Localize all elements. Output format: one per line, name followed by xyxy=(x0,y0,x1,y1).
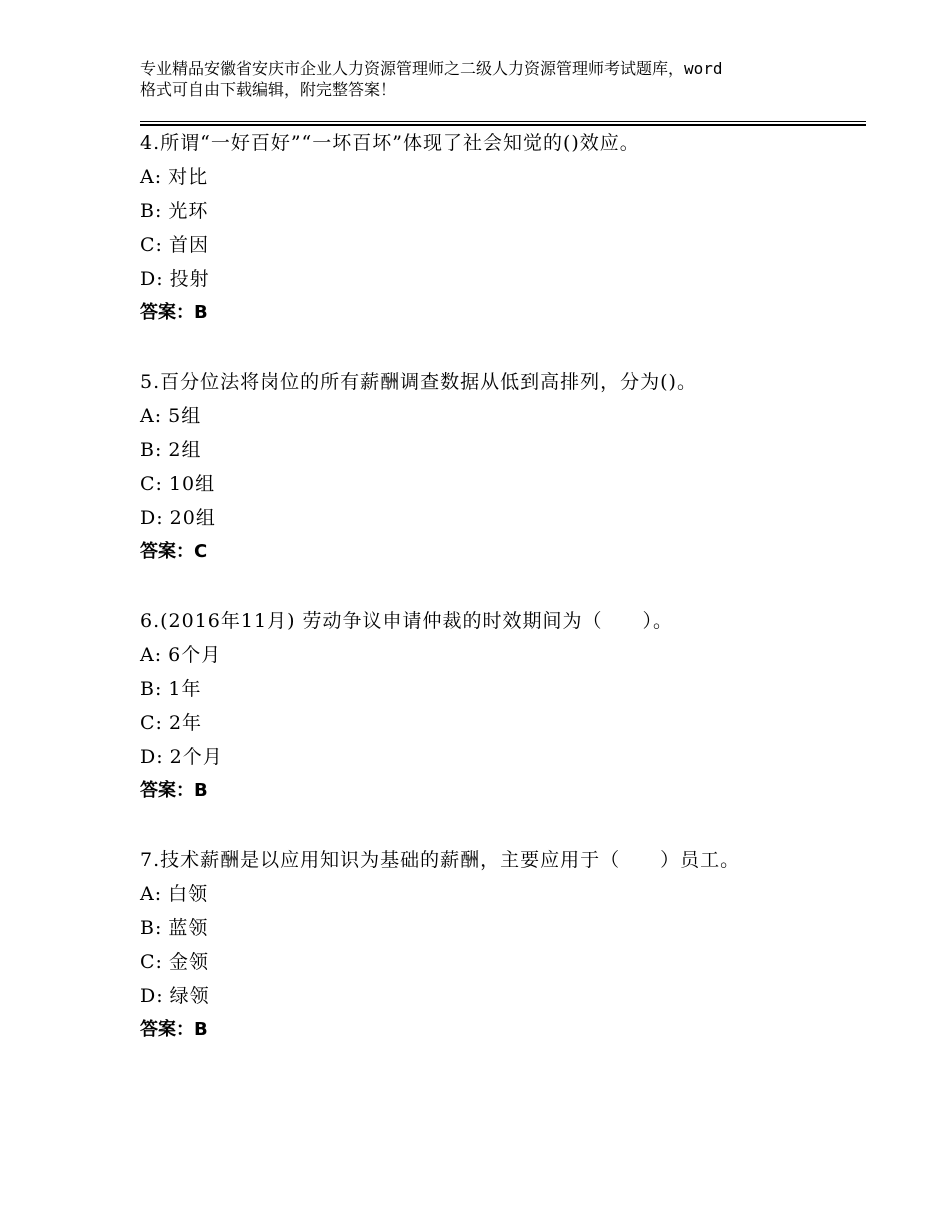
answer-line: 答案：B xyxy=(140,780,208,801)
question-stem: 6.(2016年11月) 劳动争议申请仲裁的时效期间为（ ）。 xyxy=(140,610,674,632)
answer-line: 答案：C xyxy=(140,541,208,562)
question-block xyxy=(140,370,860,564)
question-block xyxy=(140,609,860,803)
question-stem: 7.技术薪酬是以应用知识为基础的薪酬，主要应用于（ ）员工。 xyxy=(140,849,741,871)
option-c: C: 2年 xyxy=(140,712,203,734)
answer-line: 答案：B xyxy=(140,1019,208,1040)
option-d: D: 2个月 xyxy=(140,746,223,768)
option-b: B: 1年 xyxy=(140,678,202,700)
option-c: C: 10组 xyxy=(140,473,216,495)
document-header xyxy=(140,58,840,100)
option-b: B: 2组 xyxy=(140,439,202,461)
option-d: D: 投射 xyxy=(140,268,210,290)
header-line-1: 专业精品安徽省安庆市企业人力资源管理师之二级人力资源管理师考试题库，word xyxy=(140,59,723,78)
option-c: C: 金领 xyxy=(140,951,209,973)
option-a: A: 白领 xyxy=(140,883,209,905)
header-divider-thin xyxy=(140,121,866,122)
question-stem: 5.百分位法将岗位的所有薪酬调查数据从低到高排列，分为()。 xyxy=(140,371,697,393)
option-b: B: 光环 xyxy=(140,200,209,222)
option-a: A: 对比 xyxy=(140,166,209,188)
question-block xyxy=(140,848,860,1042)
answer-line: 答案：B xyxy=(140,302,208,323)
option-d: D: 20组 xyxy=(140,507,216,529)
option-b: B: 蓝领 xyxy=(140,917,209,939)
question-block xyxy=(140,131,860,325)
question-stem: 4.所谓“一好百好”“一坏百坏”体现了社会知觉的()效应。 xyxy=(140,132,640,154)
header-divider-thick xyxy=(140,124,866,126)
option-d: D: 绿领 xyxy=(140,985,210,1007)
option-c: C: 首因 xyxy=(140,234,209,256)
option-a: A: 6个月 xyxy=(140,644,222,666)
header-line-2: 格式可自由下载编辑，附完整答案！ xyxy=(140,80,397,99)
option-a: A: 5组 xyxy=(140,405,202,427)
